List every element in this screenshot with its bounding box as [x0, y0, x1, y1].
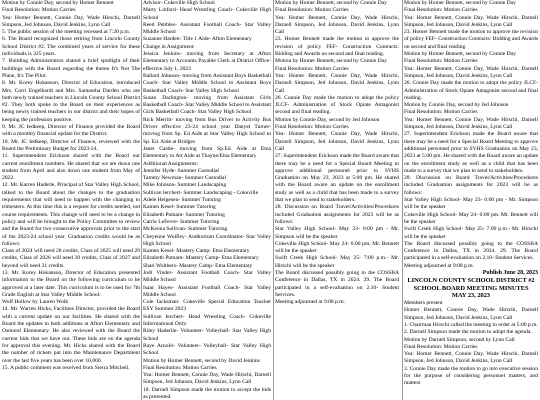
column-divider: [273, 0, 274, 400]
paragraph: Yea: Homer Bennett, Connie Day, Wade Hirschi, Darnell Simpson, Jed Johnson, David Jenkins, Lynn Call: [275, 72, 399, 94]
paragraph: 3. Connie Day made the motion to go into executive session for the purpose of considering personnel matters, and matters: [404, 365, 538, 387]
paragraph: 26. Connie Day made the motion to adopt the policy JLCF- Administration of Stock Opiate Antagonist second and final reading.: [404, 80, 538, 101]
paragraph: 23. Homer Bennett made the motion to approve the revision of policy FEF- Construction Contracts: Bidding and Awards on second and final reading.: [404, 29, 538, 50]
paragraph: Rick Merritt- moving from Bus Driver to Activity Bus Driver effective 23-24 school year Danyel Turner- moving from Sp. Ed Aide at Star Valley High School to Sp. Ed. Aide at Bridges: [143, 116, 271, 145]
paragraph: Final Resolution: Motion Carries: [404, 109, 478, 116]
paragraph: Final Resolution: Motion Carries: [404, 7, 478, 14]
paragraph: 6. The Board recognized those retiring from Lincoln County School District #2. The combined years of service for these individuals is 325 years.: [2, 36, 140, 58]
paragraph: Marty Linford- Head Wrestling Coach- Cokeville High School: [143, 7, 271, 21]
paragraph: Motion by Homer Bennett, second by Connie Day: [275, 58, 387, 65]
paragraph: Adele Helgesen- Summer Tutoring: [143, 197, 221, 204]
paragraph: The Board discussed possibly going to the COSSBA Conference in Dallas, TX in 2024. 29. The Board participated in a self-evaluation on 2.10- Student Services.: [275, 269, 399, 298]
paragraph: 26. Connie Day made the motion to adopt the policy JLCF- Administration of Stock Opiate Antagonist second and final reading.: [275, 94, 399, 116]
paragraph: 12. Mr. Karren Haderle, Principal of Star Valley High School, talked to the Board about the changes to the graduation requirements that will need to happen with the changing to trimesters. At this time this is a request for credits needed, not course requirements. This change will need to be a change in policy and will be brought to the Policy Committee to review and the Board for two consecutive approvals prior to the start of the 2023-24 school year. Graduation credits would be as follows:: [2, 182, 140, 247]
paragraph: Final Resolution: Motion Carries: [275, 7, 349, 14]
paragraph: 28. Discussion on Board Travel/Activities/Procedures included Graduation assignments for 2023 will be as follows:: [404, 175, 538, 196]
paragraph: Final Resolution: Motion Carries: [404, 58, 478, 65]
paragraph: Reed Pebbles- Assistant Football Coach- Star Valley Middle School: [143, 21, 271, 36]
paragraph: Jessica Jenkins- moving from Secretary at Afton Elementary to Accounts Payable Clerk at District Office- effective July 1, 2023: [143, 51, 271, 72]
paragraph: Cokeville High School- May 24- 6:00 pm. Mr. Bennett will be the speaker: [404, 211, 538, 225]
paragraph: Janet Castle- moving from Sp.Ed. Aide at Etna Elementary to Art Aide at Thayne/Etna Elementary: [143, 145, 271, 160]
paragraph: Isaac Hayes- Assistant Football Coach- Star Valley Middle School: [143, 284, 271, 298]
paragraph: Class of 2024 will need 28 credits, Class of 2025 will need 29 credits, Class of 2026 will need 30 credits, Class of 2027 and beyond will need 31 credits.: [2, 248, 140, 269]
paragraph: 15. A public comment was received from Sierra Mitchell.: [2, 364, 130, 371]
paragraph: 2. Darnell Simpson made the motion to adopt the agenda.: [404, 329, 532, 336]
paragraph: Motion by Connie Day, second by Homer Bennett: [2, 0, 114, 6]
paragraph: 27. Superintendent Erickson made the Board aware that there may be a need for a Special Board Meeting to approve additional personnel prior to SVHS Graduation on May 23, 2023 at 5:00 pm. He shared with the Board aware an update on the enrollment study as well as a child that has been made to a survey that we plan to send to stakeholders.: [275, 153, 399, 204]
paragraph: Yea: Homer Bennett, Connie Day, Wade Hirschi, Darnell Simpson, Jed Johnson, David Jenkins, Lynn Call: [404, 116, 538, 131]
paragraph: Swift Creek High School- May 25- 7:00 p.m.- Mr. Hirschi will be the speaker: [404, 226, 538, 240]
column-3: [275, 0, 399, 400]
column-2: [143, 0, 271, 400]
paragraph: 27. Superintendent Erickson made the Board aware that there may be a need for a Special Board Meeting to approve additional personnel prior to SVHS Graduation on May 23, 2023 at 5:00 pm. He shared with the Board aware an update on the enrollment study as well as a child that has been made to a survey that we plan to send to stakeholders.: [404, 131, 538, 174]
paragraph: Elizabeth Putnam- Mastery Camp- Etna Elementary: [143, 255, 259, 262]
paragraph: Wolf Hollow by Lauren Wolk: [2, 299, 69, 306]
notice-title: [404, 277, 538, 300]
paragraph: Yea: Homer Bennett, Connie Day, Wade Hirschi, Darnell Simpson, Jed Johnson, David Jenkins, Lynn Call: [404, 65, 538, 79]
paragraph: Advisor- Cokeville High School: [143, 0, 215, 6]
paragraph: Riley Haderlie- Volunteer- Volleyball- Star Valley High School: [143, 328, 271, 342]
paragraph: Yea: Homer Bennett, Connie Day, Wade Hirschi, Darnell Simpson, Jed Johnson, David Jenkins, Lynn Call: [404, 351, 538, 365]
column-divider: [402, 0, 403, 400]
paragraph: McKenna Sullivan- Summer Tutoring: [143, 226, 228, 233]
paragraph: 28. Discussion on Board Travel/Activities/Procedures included Graduation assignments for 2023 will be as follows:: [275, 204, 399, 225]
paragraph: The Board discussed possibly going to the COSSBA Conference in Dallas, TX in 2024. 29. The Board participated in a self-evaluation on 2.10- Student Services.: [404, 240, 538, 262]
paragraph: Kamen Kesel- Summer Tutoring: [143, 204, 216, 211]
paragraph: 7. Building Administrators shared a brief spotlight of their buildings with the Board regarding the theme It's Not The Plane, It's The Pilot.: [2, 58, 140, 79]
paragraph: Final Resolution: Motion Carries: [143, 364, 217, 371]
paragraph: Shari Wolthers- Mastery Camp- Etna Elementary: [143, 262, 253, 269]
paragraph: 9. Mr. JC Iedkeep, Director of Finance provided the Board with a monthly financial update for the District.: [2, 124, 140, 138]
paragraph: 23. Homer Bennett made the motion to approve the revision of policy FEF- Construction Contracts: Bidding and Awards on second and final reading.: [275, 36, 399, 58]
paragraph: Meeting adjourned at 9:08 p.m.: [404, 262, 474, 269]
paragraph: Motion by Darnell Simpson, second by Lynn Call: [404, 336, 515, 343]
paragraph: Final Resolution: Motion Carries: [2, 7, 76, 14]
column-4: [404, 0, 538, 400]
paragraph: Final Resolution: Motion Carries: [275, 124, 349, 131]
paragraph: Kamen Kesel- Mastery Camp- Etna Elementary: [143, 248, 250, 255]
paragraph: Motion by Homer Bennett, second by Connie Day: [404, 51, 516, 58]
paragraph: 11. Superintendent Erickson shared with the Board our current enrollment numbers. He shared that we are down one student from April and also down one student from May of 2022.: [2, 153, 140, 182]
paragraph: Motion by Connie Day, second by Jed Johnson: [404, 102, 509, 109]
paragraph: 18. Darnell Simpson made the motion to accept the bids as presented.: [143, 386, 271, 400]
paragraph: Final Resolution: Motion Carries: [275, 65, 349, 72]
paragraph: Jennifer Hyde- Summer Custodial: [143, 167, 219, 174]
paragraph: Star Valley High School- May 23- 6:00 pm - Mr. Simpson will be the speaker: [404, 197, 538, 211]
column-divider: [141, 0, 142, 400]
paragraph: Yea: Homer Bennett, Connie Day, Wade Hirschi, Darnell Simpson, Jed Johnson, David Jenkins, Lynn Call: [143, 372, 271, 386]
paragraph: Sullivan Ierchert- Summer Landscaping - Cokeville: [143, 189, 259, 196]
paragraph: Jodi Vinder- Assistant Football Coach- Star Valley Middle School: [143, 269, 271, 284]
paragraph: 1. Chairman Hirschi called the meeting to order at 5:00 p.m.: [404, 321, 538, 328]
paragraph: Yea: Homer Bennett, Connie Day, Wade Hirschi, Darnell Simpson, Jed Johnson, David Jenkins, Lynn Call: [404, 14, 538, 28]
column-1: [2, 0, 140, 400]
paragraph: Motion by Connie Day, second by Jed Johnson: [275, 116, 380, 123]
paragraph: Tammy Newman- Summer Custodial: [143, 175, 227, 182]
paragraph: Motion by Homer Bennett, second by Connie Day: [275, 0, 387, 6]
paragraph: 13. Mr. Korey Hokanson, Director of Education presented information to the Board on the following curriculum to be approved at a later date. This curriculum is to be used for 7th Grade English at Star Valley Middle School:: [2, 269, 140, 298]
paragraph: Motion by Homer Bennett, second by Connie Day: [404, 0, 516, 6]
paragraph: Ballard Johnson- moving from Assistant Boys Basketball Coach- Star Valley Middle School to Assistant Boys Basketball Coach- Star Valley High School: [143, 72, 271, 94]
paragraph: Star Valley High School- May 23- 6:00 pm - Mr. Simpson will be the speaker: [275, 226, 399, 240]
paragraph: Final Resolution: Motion Carries: [404, 343, 478, 350]
paragraph: Swift Creek High School- May 25- 7:00 p.m.- Mr. Hirschi will be the speaker: [275, 255, 399, 269]
paragraph: Homer Bennett, Connie Day, Wade Hirschi, Darnell Simpson, Jed Johnson, David Jenkins, Lynn Call: [404, 307, 538, 321]
paragraph: Raye Arnold- Volunteer- Volleyball- Star Valley High School: [143, 342, 271, 357]
paragraph: Sullivan Ierchert- Head Wrestling Coach- Cokeville Informational Only:: [143, 313, 271, 328]
paragraph: Yea: Homer Bennett, Connie Day, Wade Hirschi, Darnell Simpson, Jed Johnson, David Jenkins, Lynn Call: [275, 131, 399, 152]
paragraph: Change in Assignment:: [143, 43, 195, 50]
notice-title-line: SCHOOL BOARD MEETING MINUTES: [413, 284, 529, 292]
paragraph: Suzanne Harden- Title 1 Aide- Afton Elementary: [143, 36, 252, 43]
paragraph: Motion by Homer Bennett, second by David Jenkins: [143, 357, 260, 364]
paragraph: 10. Mr. JC Iedkeep, Director of Finance, reviewed with the Board the Preliminary Budget for 2023-24.: [2, 138, 140, 152]
notice-title-line: LINCOLN COUNTY SCHOOL DISTRICT #2: [407, 277, 535, 285]
paragraph: Yea: Homer Bennett, Connie Day, Wade Hirschi, Darnell Simpson, Jed Johnson, David Jenkins, Lynn Call: [275, 14, 399, 36]
paragraph: Yea: Homer Bennett, Connie Day, Wade Hirschi, Darnell Simpson, Jed Johnson, David Jenkins, Lynn Call: [2, 14, 140, 28]
paragraph: Additional Assignments:: [143, 160, 199, 167]
paragraph: 8. Mr. Korey Hokanson, Director of Education, introduced Mrs. Corri Engelhardt and Mrs. Samantha Darden who are both newly trained teachers in Lincoln County School District #2. They both spoke to the Board on their experiences as being newly trained teachers in our district and their hopes of keeping the profession positive.: [2, 80, 140, 123]
paragraph: Members present: [404, 300, 443, 307]
paragraph: Cole Iacksman- Cokeville Special Education Teacher ESY Summer 2023: [143, 299, 271, 313]
paragraph: 14. Mr. Warren Hicks, Facilities Director, provided the Board with a current update on our facilities. He shared with the Board the updates to both additions at Afton Elementary and Osmond Elementary. He also reviewed with the Board the current bids that we have out. These bids are on the agenda for approval this evening. Mr. Hicks shared with the Board the number of tickets put into the Maintenance Department over the last five years has been over 10,000.: [2, 306, 140, 364]
paragraph: Cheyenne Wolfley- Auditorium Coordinator- Star Valley High School: [143, 233, 271, 247]
paragraph: Carrie LeFevre- Summer Tutoring: [143, 218, 220, 225]
paragraph: Cokeville High School- May 24- 6:00 pm. Mr. Bennett will be the speaker: [275, 240, 399, 255]
paragraph: Susan Darlington- moving from Assistant Girls Basketball Coach- Star Valley Middle School to Assistant Girls Basketball Coach- Star Valley High School: [143, 94, 271, 116]
paragraph: Mike Johnson- Summer Landscaping: [143, 182, 227, 189]
paragraph: Elizabeth Putnam- Summer Tutoring: [143, 211, 225, 218]
publish-date: Publish June 28, 2023: [482, 269, 538, 276]
paragraph: 5. The public session of the meeting recessed at 7:20 p.m.: [2, 29, 131, 36]
paragraph: Meeting adjourned at 9:08 p.m.: [275, 299, 345, 306]
notice-title-line: MAY 23, 2023: [451, 292, 491, 300]
